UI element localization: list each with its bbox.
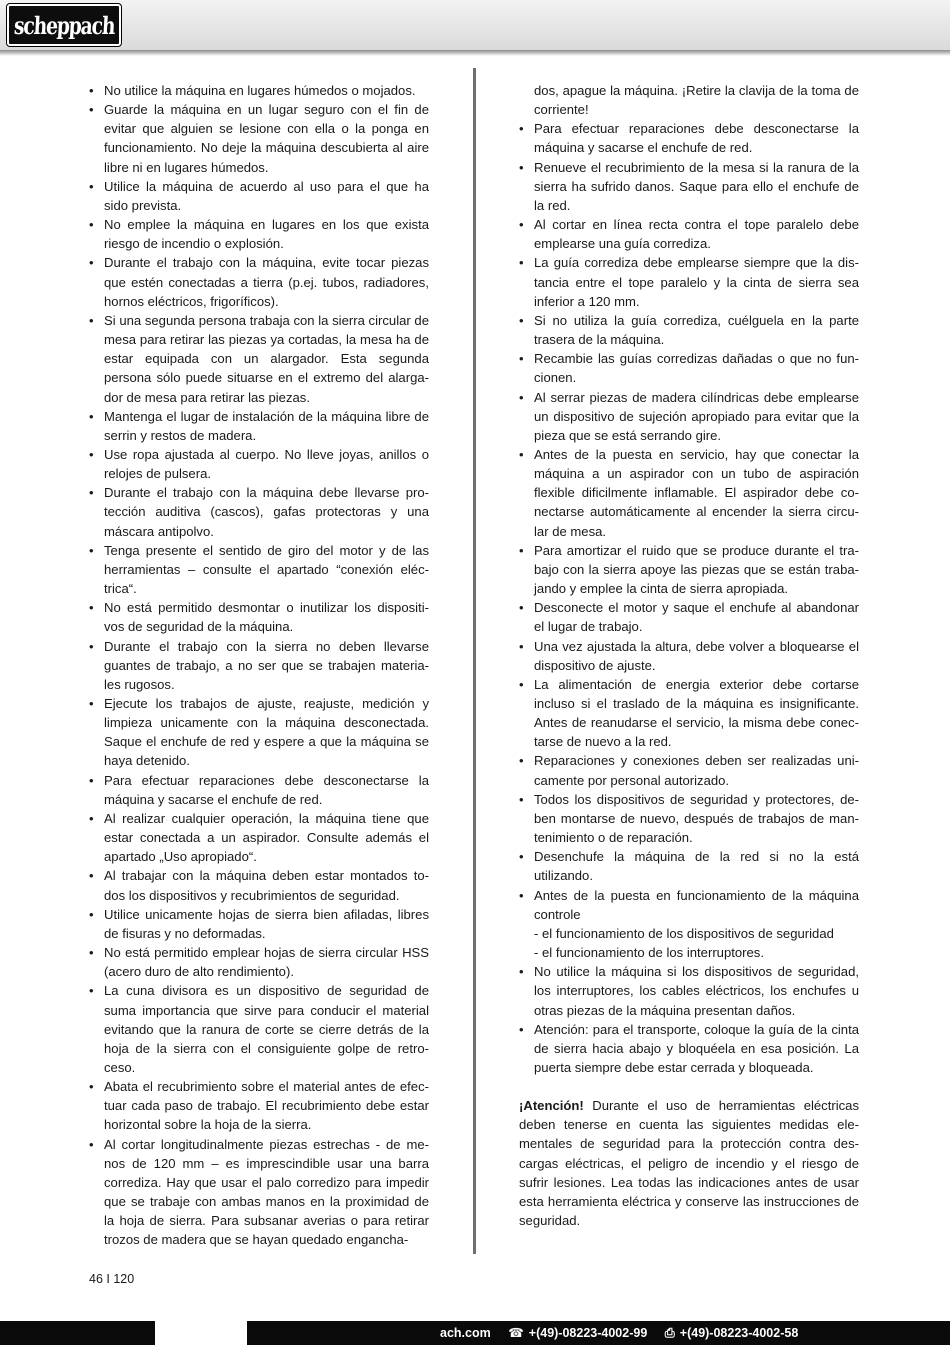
list-item: • Mantenga el lugar de instalación de la máquina libre de serrin y restos de madera. [89, 407, 429, 445]
list-item: • Renueve el recubrimiento de la mesa si la ranura de la sierra ha sufrido danos. Saque para ello el enchufe de la red. [519, 158, 859, 215]
footer-website: ach.com [440, 1326, 491, 1340]
list-item: • Al trabajar con la máquina deben estar montados to-dos los dispositivos y recubrimientos de seguridad. [89, 866, 429, 904]
left-column [89, 81, 429, 1250]
list-item: • Ejecute los trabajos de ajuste, reajuste, medición y limpieza unicamente con la máquina desconectada. Saque el enchufe de red y espere a que la máquina se haya detenido. [89, 694, 429, 771]
list-item: • Abata el recubrimiento sobre el material antes de efec-tuar cada paso de trabajo. El recubrimiento debe estar horizontal sobre la hoja de la sierra. [89, 1077, 429, 1134]
page-number: 46 I 120 [89, 1272, 135, 1286]
attention-body: Durante el uso de herramientas eléctricas deben tenerse en cuenta las siguientes medidas ele-mentales de seguridad para la protección contra des-cargas eléctricas, el peligro de incendio y el riesgo de sufrir lesiones. Lea todas las indicaciones antes de usar esta herramienta eléctrica y conserve las instrucciones de seguridad. [519, 1098, 859, 1229]
list-item: • La guía corrediza debe emplearse siempre que la dis-tancia entre el tope paralelo y la cinta de sierra sea inferior a 120 mm. [519, 253, 859, 310]
list-item: • Al cortar longitudinalmente piezas estrechas - de me-nos de 120 mm – es imprescindible usar una barra corrediza. Hay que usar el palo corredizo para impedir que se trabaje con ambas manos en la proximidad de la hoja de sierra. Para subsanar averias o para retirar trozos de madera que se hayan quedado engancha- [89, 1135, 429, 1250]
scheppach-logo [7, 4, 121, 46]
list-item: • Para amortizar el ruido que se produce durante el tra-bajo con la sierra apoye las piezas que se están traba-jando y emplee la cinta de sierra apropiada. [519, 541, 859, 598]
list-item: • Desenchufe la máquina de la red si no la está utilizando. [519, 847, 859, 885]
list-item: • Atención: para el transporte, coloque la guía de la cinta de sierra hacia abajo y bloquéela en esa posición. La puerta siempre debe estar cerrada y bloqueada. [519, 1020, 859, 1077]
fax-icon: ⎙ [664, 1326, 675, 1340]
logo-text: scheppach [13, 10, 115, 40]
list-item: • Al cortar en línea recta contra el tope paralelo debe emplearse una guía corrediza. [519, 215, 859, 253]
list-item: • Desconecte el motor y saque el enchufe al abandonar el lugar de trabajo. [519, 598, 859, 636]
list-item: • No está permitido desmontar o inutilizar los dispositi-vos de seguridad de la máquina. [89, 598, 429, 636]
check-item-text: Antes de la puesta en funcionamiento de la máquina controle [534, 887, 859, 922]
list-item: • Guarde la máquina en un lugar seguro con el fin de evitar que alguien se lesione con ella o la ponga en funcionamiento. No deje la máquina descubierta al aire libre ni en lugares húmedos. [89, 100, 429, 177]
header-band [0, 0, 950, 50]
list-item: • No utilice la máquina si los dispositivos de seguridad, los interruptores, los cables eléctricos, los enchufes u otras piezas de la máquina presentan daños. [519, 962, 859, 1019]
list-item: • No utilice la máquina en lugares húmedos o mojados. [89, 81, 429, 100]
list-item: • Tenga presente el sentido de giro del motor y de las herramientas – consulte el apartado “conexión eléc-trica“. [89, 541, 429, 598]
list-item: • Para efectuar reparaciones debe desconectarse la máquina y sacarse el enchufe de red. [519, 119, 859, 157]
phone-icon: ☎ [508, 1326, 524, 1340]
right-safety-list [519, 119, 859, 1077]
list-item: • Si no utiliza la guía corrediza, cuélguela en la parte trasera de la máquina. [519, 311, 859, 349]
list-item: • Utilice unicamente hojas de sierra bien afiladas, libres de fisuras y no deformadas. [89, 905, 429, 943]
list-item: • La cuna divisora es un dispositivo de seguridad de suma importancia que sirve para conducir el material evitando que la ranura de corte se cierre detrás de la hoja de la sierra con el consiguiente golpe de retro-ceso. [89, 981, 429, 1077]
continued-text: dos, apague la máquina. ¡Retire la clavija de la toma de corriente! [534, 83, 859, 118]
right-column [519, 81, 859, 1243]
footer-fax: +(49)-08223-4002-58 [679, 1326, 799, 1340]
list-item-check [519, 886, 859, 963]
footer-contact [440, 1321, 798, 1345]
list-item: • Si una segunda persona trabaja con la sierra circular de mesa para retirar las piezas ya cortadas, la mesa ha de estar equipada con un alargador. Esta segunda persona sólo puede situarse en el extremo del alarga-dor de mesa para retirar las piezas. [89, 311, 429, 407]
list-item: • Recambie las guías corredizas dañadas o que no fun-cionen. [519, 349, 859, 387]
header-shadow [0, 50, 950, 56]
list-item: • Utilice la máquina de acuerdo al uso para el que ha sido prevista. [89, 177, 429, 215]
attention-lead: ¡Atención! [519, 1098, 584, 1114]
list-item: • Al realizar cualquier operación, la máquina tiene que estar conectada a un aspirador. Consulte además el apartado „Uso apropiado“. [89, 809, 429, 866]
list-item: • Antes de la puesta en servicio, hay que conectar la máquina a un aspirador con un tubo de aspiración flexible dificilmente inflamable. El aspirador debe co-nectarse automáticamente al encender la sierra circu-lar de mesa. [519, 445, 859, 541]
column-divider [473, 68, 476, 1254]
list-item: • Una vez ajustada la altura, debe volver a bloquearse el dispositivo de ajuste. [519, 637, 859, 675]
list-item: • Para efectuar reparaciones debe desconectarse la máquina y sacarse el enchufe de red. [89, 771, 429, 809]
list-item: • No emplee la máquina en lugares en los que exista riesgo de incendio o explosión. [89, 215, 429, 253]
list-item: • Al serrar piezas de madera cilíndricas debe emplearse un dispositivo de sujeción apropiado para evitar que la pieza que se está serrando gire. [519, 388, 859, 445]
list-item: • Todos los dispositivos de seguridad y protectores, de-ben montarse de nuevo, después de trabajos de man-tenimiento o de reparación. [519, 790, 859, 847]
list-item: • Durante el trabajo con la máquina, evite tocar piezas que estén conectadas a tierra (p.ej. tubos, radiadores, hornos eléctricos, frigoríficos). [89, 253, 429, 310]
list-item: • Durante el trabajo con la máquina debe llevarse pro-tección auditiva (cascos), gafas protectoras y una máscara antipolvo. [89, 483, 429, 540]
footer-phone: +(49)-08223-4002-99 [528, 1326, 648, 1340]
list-item: • No está permitido emplear hojas de sierra circular HSS (acero duro de alto rendimiento). [89, 943, 429, 981]
left-safety-list [89, 81, 429, 1250]
attention-notice [519, 1096, 859, 1230]
list-item: • Durante el trabajo con la sierra no deben llevarse guantes de trabajo, a no ser que se trabajen materia-les rugosos. [89, 637, 429, 694]
footer-white-block [155, 1321, 247, 1345]
check-sub-item: - el funcionamiento de los interruptores. [534, 945, 764, 961]
list-item: • Reparaciones y conexiones deben ser realizadas uni-camente por personal autorizado. [519, 751, 859, 789]
list-item: • Use ropa ajustada al cuerpo. No lleve joyas, anillos o relojes de pulsera. [89, 445, 429, 483]
list-item: • La alimentación de energia exterior debe cortarse incluso si el traslado de la máquina es insignificante. Antes de reanudarse el servicio, la misma debe conec-tarse de nuevo a la red. [519, 675, 859, 752]
check-sub-item: - el funcionamiento de los dispositivos de seguridad [534, 925, 834, 941]
